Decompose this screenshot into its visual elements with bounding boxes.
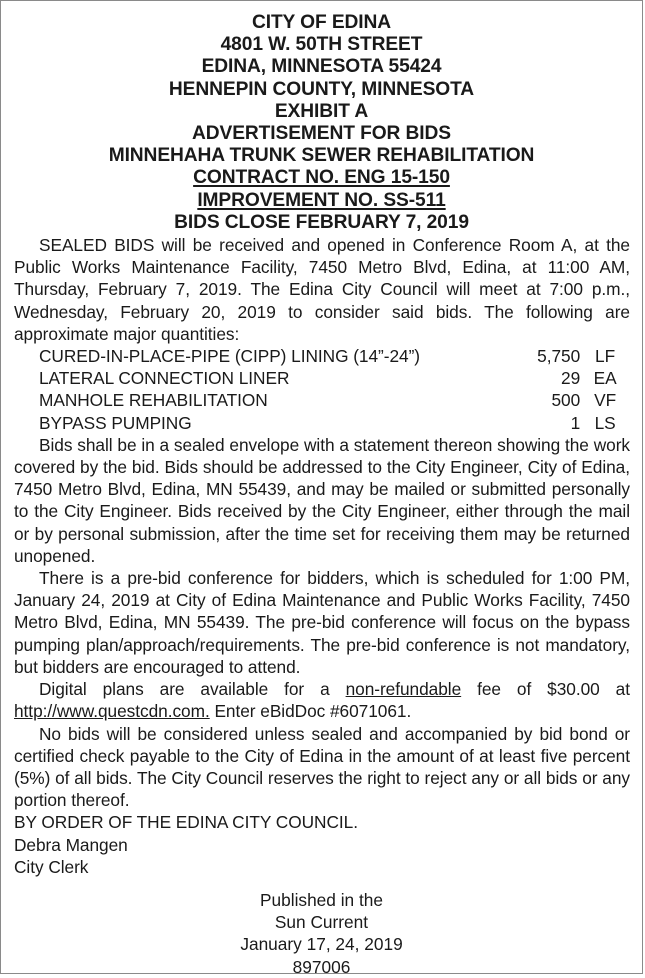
quantity-item: MANHOLE REHABILITATION xyxy=(39,390,268,411)
quantity-amount: 5,750 xyxy=(537,346,581,367)
header-project: MINNEHAHA TRUNK SEWER REHABILITATION xyxy=(108,145,535,167)
bond-paragraph: No bids will be considered unless sealed and accompanied by bid bond or certified check payable to the City of Edina in the amount of at least five percent (5%) of all bids. The City Council reserves the right to reject any or all bids or any portion thereof. xyxy=(14,723,630,811)
quantities-table xyxy=(39,345,630,434)
publication-info xyxy=(1,889,642,978)
plans-suffix: Enter eBidDoc #6071061. xyxy=(209,701,412,722)
quantity-unit: VF xyxy=(594,390,617,411)
intro-paragraph: SEALED BIDS will be received and opened in Conference Room A, at the Public Works Maintenance Facility, 7450 Metro Blvd, Edina, at 11:00 AM, Thursday, February 7, 2019. The Edina City Council will meet at 7:00 p.m., Wednesday, February 20, 2019 to consider said bids. The following are approximate major quantities: xyxy=(14,235,630,344)
quantity-amount: 1 xyxy=(570,412,581,433)
header-city-state: EDINA, MINNESOTA 55424 xyxy=(201,56,442,78)
quantity-amount: 29 xyxy=(561,368,581,389)
quantity-unit: EA xyxy=(593,368,617,389)
table-row xyxy=(39,367,630,389)
header-city: CITY OF EDINA xyxy=(251,12,392,33)
quantity-item: CURED-IN-PLACE-PIPE (CIPP) LINING (14”-24”) xyxy=(39,346,420,367)
header-county: HENNEPIN COUNTY, MINNESOTA xyxy=(168,78,475,100)
publication-paper: Sun Current xyxy=(274,912,369,933)
notice-body xyxy=(1,234,642,878)
publication-line: Published in the xyxy=(260,889,383,910)
plans-middle: fee of $30.00 at xyxy=(461,679,630,700)
header-advertisement: ADVERTISEMENT FOR BIDS xyxy=(192,123,451,145)
publication-id: 897006 xyxy=(292,956,351,977)
quantity-amount: 500 xyxy=(551,390,581,411)
table-row xyxy=(39,412,630,434)
header-exhibit: EXHIBIT A xyxy=(274,100,369,122)
signer-name: Debra Mangen xyxy=(14,834,128,855)
envelope-paragraph: Bids shall be in a sealed envelope with a statement thereon showing the work covered by the bid. Bids should be addressed to the City Engineer, City of Edina, 7450 Metro Blvd, Edina, MN 55439, and may be mailed or submitted personally to the City Engineer. Bids received by the City Engineer, either through the mail or by personal submission, after the time set for receiving them may be returned unopened. xyxy=(14,434,630,566)
improvement-number: IMPROVEMENT NO. SS-511 xyxy=(197,189,446,211)
table-row xyxy=(39,345,630,367)
questcdn-link[interactable]: http://www.questcdn.com. xyxy=(14,701,210,722)
publication-dates: January 17, 24, 2019 xyxy=(240,934,403,955)
prebid-paragraph: There is a pre-bid conference for bidders, which is scheduled for 1:00 PM, January 24, 2019 at City of Edina Maintenance and Public Works Facility, 7450 Metro Blvd, Edina, MN 55439. The pre-bid conference will focus on the bypass pumping plan/approach/requirements. The pre-bid conference is not mandatory, but bidders are encouraged to attend. xyxy=(14,568,630,677)
council-order: BY ORDER OF THE EDINA CITY COUNCIL. xyxy=(14,812,358,833)
contract-number: CONTRACT NO. ENG 15-150 xyxy=(193,167,450,189)
non-refundable-text: non-refundable xyxy=(345,679,462,700)
signer-title: City Clerk xyxy=(14,856,89,877)
quantity-unit: LF xyxy=(595,346,616,367)
bids-close: BIDS CLOSE FEBRUARY 7, 2019 xyxy=(174,211,469,233)
quantity-item: LATERAL CONNECTION LINER xyxy=(39,368,290,389)
quantity-item: BYPASS PUMPING xyxy=(39,412,192,433)
header-street: 4801 W. 50TH STREET xyxy=(220,34,423,56)
notice-header xyxy=(1,12,642,234)
table-row xyxy=(39,389,630,411)
plans-prefix: Digital plans are available for a xyxy=(39,679,346,700)
plans-paragraph xyxy=(14,678,630,722)
quantity-unit: LS xyxy=(594,412,616,433)
